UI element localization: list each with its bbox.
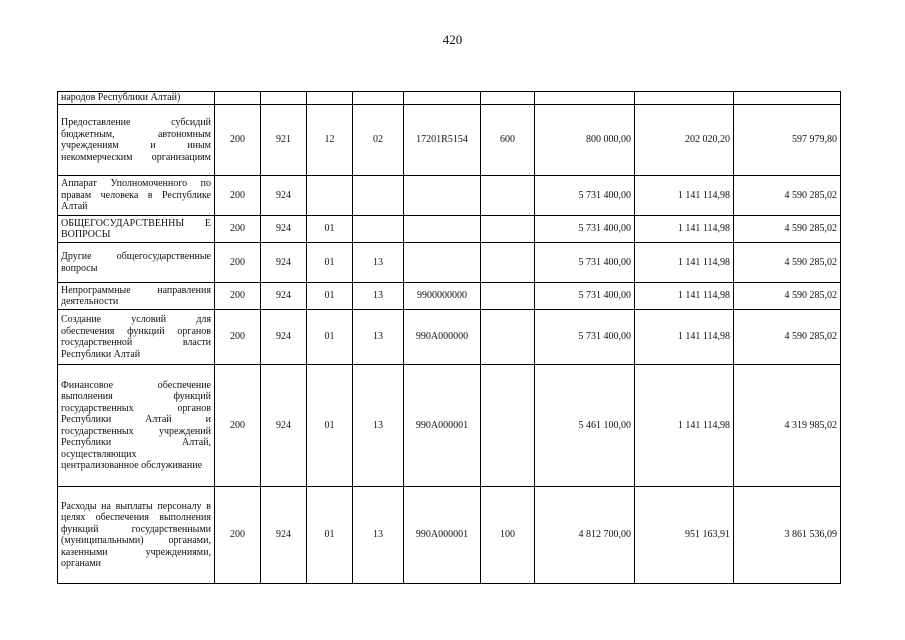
- cell-c2: 924: [261, 243, 307, 283]
- cell-c2: 921: [261, 105, 307, 176]
- cell-c4: 13: [353, 487, 404, 584]
- cell-c6: [481, 176, 535, 216]
- cell-c5: 990А000001: [404, 487, 481, 584]
- cell-v3: 4 590 285,02: [734, 243, 841, 283]
- cell-v2: [635, 92, 734, 105]
- row-name: Финансовое обеспечение выполнения функций государственных органов Республики Алтай и государственных учреждений Республики Алтай, осуществляющих централизованное обслуживание: [58, 365, 215, 487]
- cell-c3: 01: [307, 283, 353, 310]
- cell-c6: [481, 310, 535, 365]
- cell-v1: [535, 92, 635, 105]
- table-row: [58, 176, 841, 216]
- table-row: [58, 216, 841, 243]
- page-number: 420: [442, 32, 463, 47]
- cell-v2: 1 141 114,98: [635, 216, 734, 243]
- cell-c2: 924: [261, 216, 307, 243]
- cell-v3: 4 590 285,02: [734, 283, 841, 310]
- cell-c2: [261, 92, 307, 105]
- cell-v2: 1 141 114,98: [635, 243, 734, 283]
- cell-c2: 924: [261, 283, 307, 310]
- cell-v1: 5 731 400,00: [535, 243, 635, 283]
- cell-v1: 5 461 100,00: [535, 365, 635, 487]
- row-name: Предоставление субсидий бюджетным, автономным учреждениям и иным некоммерческим организациям: [58, 105, 215, 176]
- cell-v1: 5 731 400,00: [535, 283, 635, 310]
- cell-c6: [481, 216, 535, 243]
- cell-c3: 01: [307, 243, 353, 283]
- table-row: [58, 92, 841, 105]
- cell-v2: 1 141 114,98: [635, 310, 734, 365]
- cell-v3: [734, 92, 841, 105]
- cell-v2: 1 141 114,98: [635, 283, 734, 310]
- cell-c2: 924: [261, 176, 307, 216]
- cell-v3: 3 861 536,09: [734, 487, 841, 584]
- cell-v2: 202 020,20: [635, 105, 734, 176]
- cell-c4: 13: [353, 365, 404, 487]
- cell-c4: 13: [353, 310, 404, 365]
- table-row: [58, 487, 841, 584]
- cell-c1: 200: [215, 105, 261, 176]
- cell-v2: 951 163,91: [635, 487, 734, 584]
- cell-c1: [215, 92, 261, 105]
- cell-c3: 12: [307, 105, 353, 176]
- table-row: [58, 310, 841, 365]
- cell-c1: 200: [215, 487, 261, 584]
- cell-c1: 200: [215, 310, 261, 365]
- cell-v3: 4 319 985,02: [734, 365, 841, 487]
- cell-c3: [307, 176, 353, 216]
- cell-v3: 597 979,80: [734, 105, 841, 176]
- cell-v2: 1 141 114,98: [635, 176, 734, 216]
- cell-c4: 02: [353, 105, 404, 176]
- table-row: [58, 243, 841, 283]
- cell-c5: [404, 243, 481, 283]
- cell-v1: 5 731 400,00: [535, 176, 635, 216]
- cell-c6: [481, 243, 535, 283]
- cell-c6: [481, 92, 535, 105]
- cell-v1: 4 812 700,00: [535, 487, 635, 584]
- cell-c4: [353, 92, 404, 105]
- table-row: [58, 365, 841, 487]
- cell-c2: 924: [261, 487, 307, 584]
- row-name: Другие общегосударственные вопросы: [58, 243, 215, 283]
- cell-c4: [353, 176, 404, 216]
- row-name: Создание условий для обеспечения функций органов государственной власти Республики Алтай: [58, 310, 215, 365]
- cell-c2: 924: [261, 365, 307, 487]
- cell-c3: 01: [307, 310, 353, 365]
- cell-c3: 01: [307, 365, 353, 487]
- cell-c3: [307, 92, 353, 105]
- cell-c1: 200: [215, 365, 261, 487]
- cell-c1: 200: [215, 283, 261, 310]
- cell-v3: 4 590 285,02: [734, 176, 841, 216]
- cell-c1: 200: [215, 216, 261, 243]
- budget-table: [57, 91, 841, 584]
- cell-v3: 4 590 285,02: [734, 310, 841, 365]
- table-row: [58, 105, 841, 176]
- cell-c3: 01: [307, 487, 353, 584]
- cell-c1: 200: [215, 176, 261, 216]
- cell-v1: 5 731 400,00: [535, 310, 635, 365]
- cell-c4: [353, 216, 404, 243]
- cell-c1: 200: [215, 243, 261, 283]
- cell-c4: 13: [353, 283, 404, 310]
- cell-c5: 17201R5154: [404, 105, 481, 176]
- cell-c5: [404, 92, 481, 105]
- row-name: Аппарат Уполномоченного по правам человека в Республике Алтай: [58, 176, 215, 216]
- cell-c3: 01: [307, 216, 353, 243]
- cell-c5: [404, 176, 481, 216]
- cell-c6: [481, 365, 535, 487]
- cell-v1: 5 731 400,00: [535, 216, 635, 243]
- cell-c6: [481, 283, 535, 310]
- row-name: ОБЩЕГОСУДАРСТВЕННЫ Е ВОПРОСЫ: [58, 216, 215, 243]
- cell-v3: 4 590 285,02: [734, 216, 841, 243]
- cell-v1: 800 000,00: [535, 105, 635, 176]
- cell-c6: 100: [481, 487, 535, 584]
- table-row: [58, 283, 841, 310]
- cell-c4: 13: [353, 243, 404, 283]
- cell-c6: 600: [481, 105, 535, 176]
- cell-c2: 924: [261, 310, 307, 365]
- row-name: Непрограммные направления деятельности: [58, 283, 215, 310]
- cell-c5: 990А000000: [404, 310, 481, 365]
- cell-c5: 9900000000: [404, 283, 481, 310]
- row-name: народов Республики Алтай): [58, 92, 215, 105]
- cell-v2: 1 141 114,98: [635, 365, 734, 487]
- cell-c5: 990А000001: [404, 365, 481, 487]
- cell-c5: [404, 216, 481, 243]
- row-name: Расходы на выплаты персоналу в целях обеспечения выполнения функций государственными (муниципальными) органами, казенными учреждениями, органами: [58, 487, 215, 584]
